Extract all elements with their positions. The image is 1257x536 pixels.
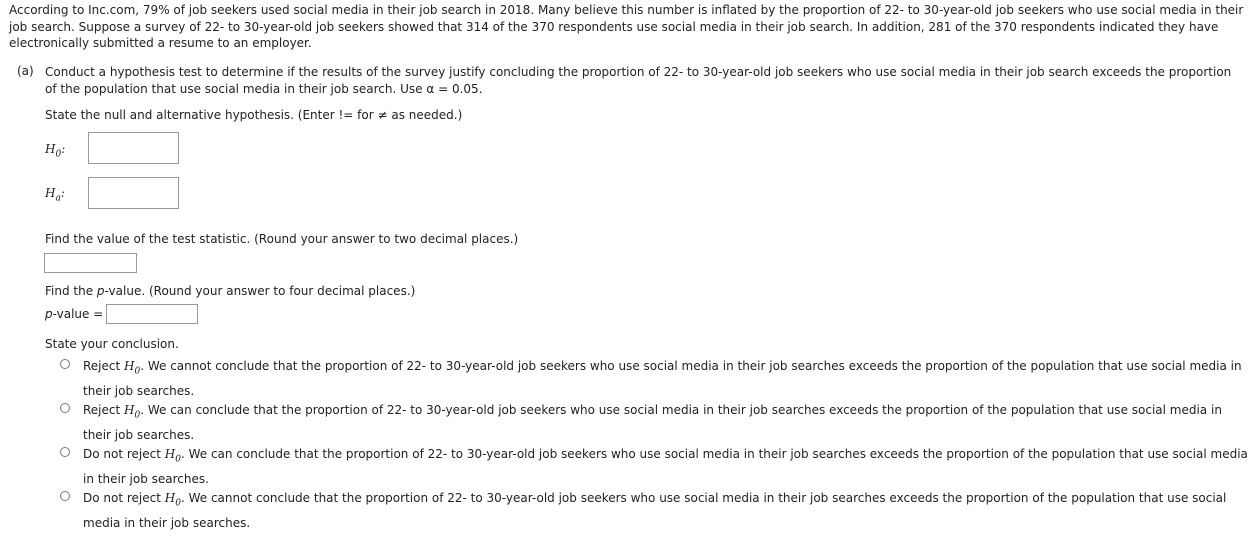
part-a-label: (a) [17,64,34,78]
part-a-question: Conduct a hypothesis test to determine if the results of the survey justify concluding the proportion of 22- to 30-year-old job seekers who use social media in their job search exceeds the proportion of the population that use social media in their job search. Use α = 0.05. [45,65,1232,96]
radio-button[interactable] [60,447,70,457]
pvalue-prompt: Find the p-value. (Round your answer to four decimal places.) [45,284,416,298]
option-text: Reject $H_0$. We cannot conclude that the proportion of 22- to 30-year-old job seekers who use social media in their job searches exceeds the proportion of the population that use social media in their job searches. [83,359,1242,399]
pvalue-input[interactable] [106,304,198,324]
conclusion-prompt: State your conclusion. [45,337,179,351]
test-statistic-prompt: Find the value of the test statistic. (Round your answer to two decimal places.) [45,232,519,246]
option-text: Reject $H_0$. We can conclude that the proportion of 22- to 30-year-old job seekers who use social media in their job searches exceeds the proportion of the population that use social media in their job searches. [83,403,1222,443]
conclusion-option-3[interactable] [60,444,1250,486]
null-hypothesis-label: $H_0$: [45,142,66,160]
radio-button[interactable] [60,403,70,413]
hypothesis-prompt: State the null and alternative hypothesis. (Enter != for ≠ as needed.) [45,108,463,122]
radio-button[interactable] [60,491,70,501]
alternative-hypothesis-input[interactable] [88,177,179,209]
option-text: Do not reject $H_0$. We can conclude that the proportion of 22- to 30-year-old job seekers who use social media in their job searches exceeds the proportion of the population that use social media in their job searches. [83,447,1248,487]
conclusion-option-2[interactable] [60,400,1250,442]
alternative-hypothesis-label: $H_a$: [45,186,65,204]
problem-intro: According to Inc.com, 79% of job seekers used social media in their job search in 2018. Many believe this number is inflated by the proportion of 22- to 30-year-old job seekers who use social media in their job search. Suppose a survey of 22- to 30-year-old job seekers showed that 314 of the 370 respondents use social media in their job search. In addition, 281 of the 370 respondents indicated they have electronically submitted a resume to an employer. [9,3,1244,50]
null-hypothesis-input[interactable] [88,132,179,164]
radio-button[interactable] [60,359,70,369]
pvalue-label: p-value = [45,307,104,321]
test-statistic-input[interactable] [44,253,137,273]
conclusion-option-1[interactable] [60,356,1250,398]
option-text: Do not reject $H_0$. We cannot conclude that the proportion of 22- to 30-year-old job seekers who use social media in their job searches exceeds the proportion of the population that use social media in their job searches. [83,491,1227,531]
conclusion-option-4[interactable] [60,488,1250,530]
